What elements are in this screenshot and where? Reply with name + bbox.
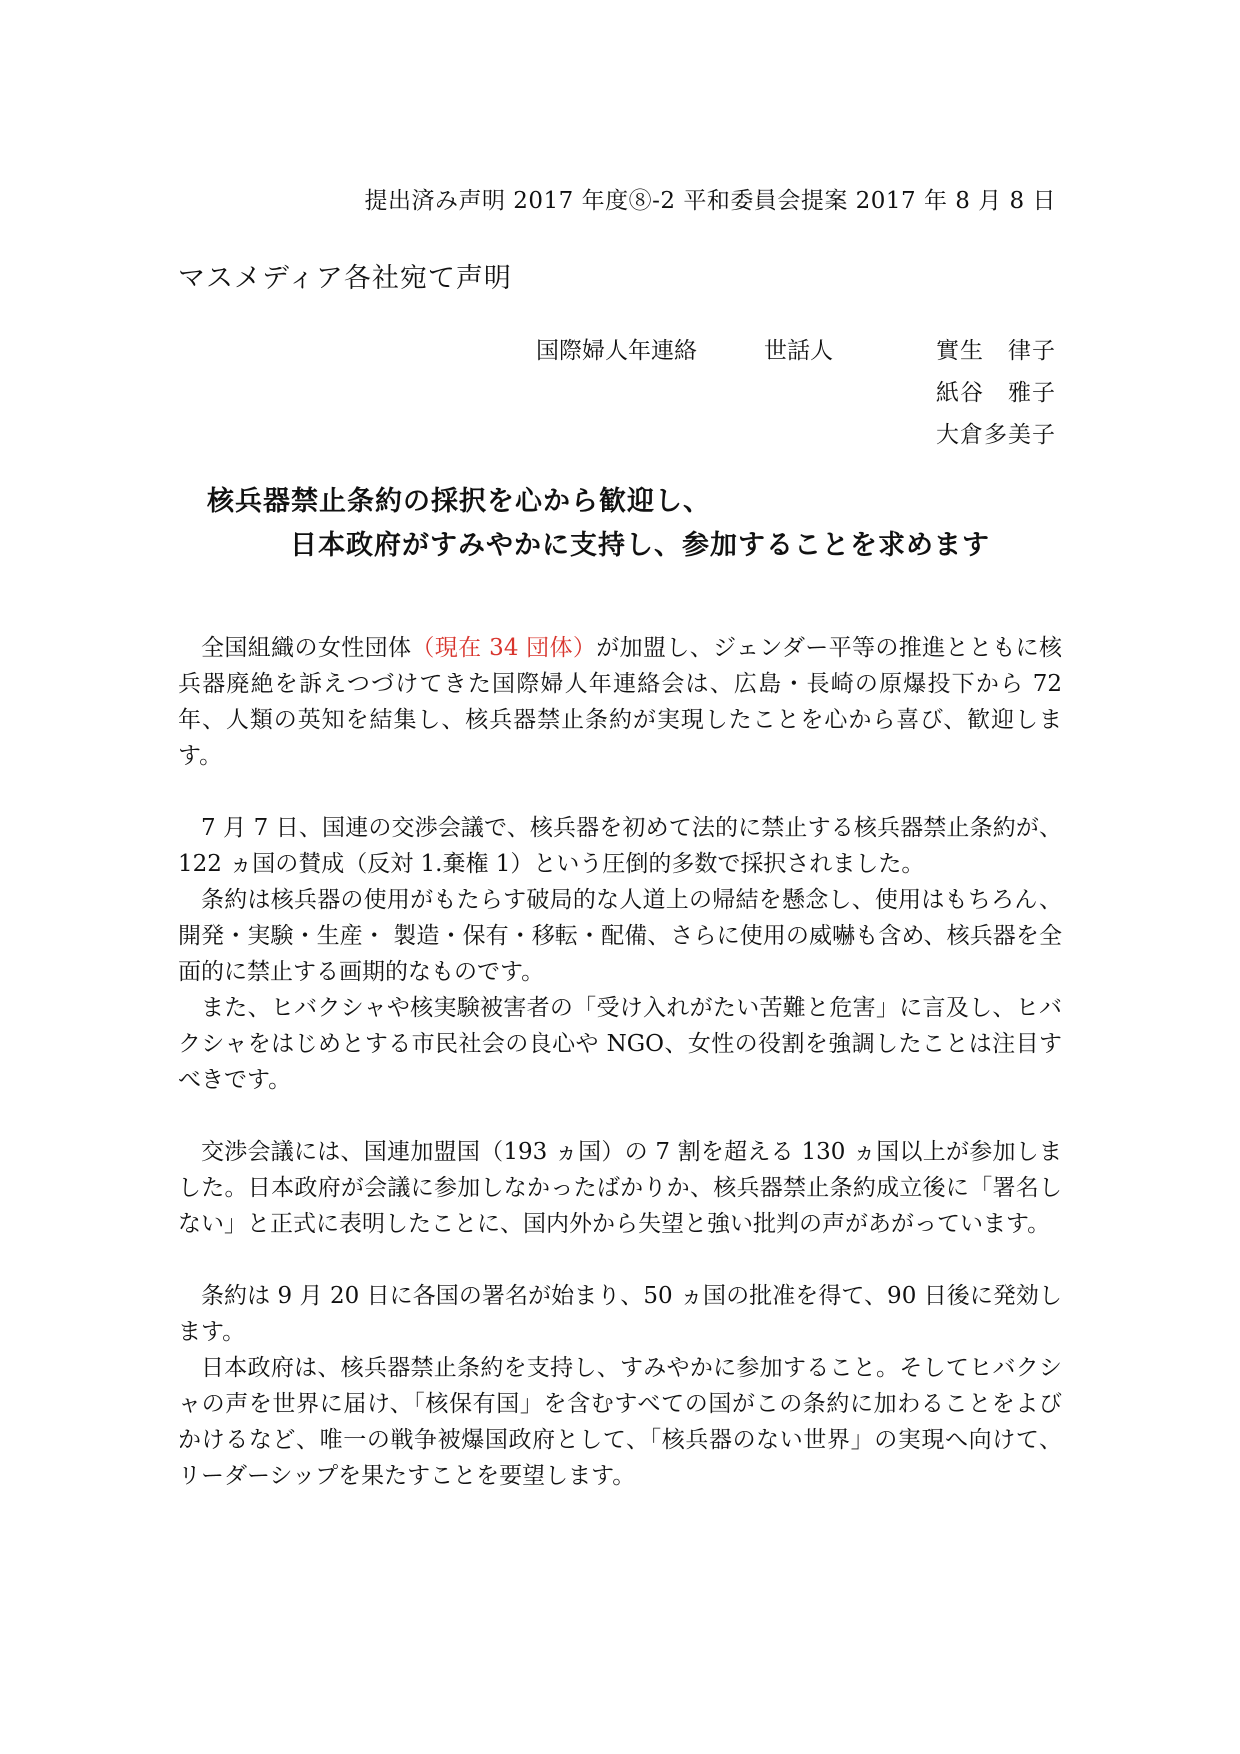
signer-row — [536, 372, 1056, 414]
document-reference: 提出済み声明 2017 年度⑧-2 平和委員会提案 2017 年 8 月 8 日 — [364, 188, 1056, 214]
signer-row — [536, 414, 1056, 456]
statement-title-line: 日本政府がすみやかに支持し、参加することを求めます — [290, 530, 990, 561]
document-heading: マスメディア各社宛て声明 — [178, 263, 512, 294]
paragraph-text: 全国組織の女性団体 — [201, 635, 412, 661]
signer-name: 紙谷 雅子 — [936, 380, 1056, 406]
paragraph-text: が加盟し、ジェンダー平等の推進とともに核兵器廃絶を訴えつづけてきた国際婦人年連絡会は、広島・長崎の原爆投下から 72 年、人類の英知を結集し、核兵器禁止条約が実現したことを心から喜び、歓迎します。 — [178, 635, 1063, 769]
signer-row — [536, 330, 1056, 372]
paragraph-spacer — [178, 774, 1062, 810]
paragraph: 7 月 7 日、国連の交渉会議で、核兵器を初めて法的に禁止する核兵器禁止条約が、122 ヵ国の賛成（反対 1.棄権 1）という圧倒的多数で採択されました。 — [178, 815, 1062, 877]
paragraph: また、ヒバクシャや核実験被害者の「受け入れがたい苦難と危害」に言及し、ヒバクシャをはじめとする市民社会の良心や NGO、女性の役割を強調したことは注目すべきです。 — [178, 995, 1062, 1093]
paragraph: 条約は 9 月 20 日に各国の署名が始まり、50 ヵ国の批准を得て、90 日後に発効します。 — [178, 1283, 1062, 1345]
paragraph-spacer — [178, 1242, 1062, 1278]
paragraph: 日本政府は、核兵器禁止条約を支持し、すみやかに参加すること。そしてヒバクシャの声を世界に届け、「核保有国」を含むすべての国がこの条約に加わることをよびかけるなど、唯一の戦争被爆国政府として、「核兵器のない世界」の実現へ向けて、リーダーシップを果たすことを要望します。 — [178, 1355, 1062, 1489]
paragraph: 交渉会議には、国連加盟国（193 ヵ国）の 7 割を超える 130 ヵ国以上が参加しました。日本政府が会議に参加しなかったばかりか、核兵器禁止条約成立後に「署名しない」と正式に表明したことに、国内外から失望と強い批判の声があがっています。 — [178, 1139, 1062, 1237]
signer-organization: 国際婦人年連絡 — [536, 338, 697, 364]
paragraph — [178, 630, 1062, 774]
highlighted-count: （現在 34 団体） — [411, 635, 597, 661]
paragraph: 条約は核兵器の使用がもたらす破局的な人道上の帰結を懸念し、使用はもちろん、開発・実験・生産・ 製造・保有・移転・配備、さらに使用の威嚇も含め、核兵器を全面的に禁止する画期的なものです。 — [178, 887, 1062, 985]
statement-body — [178, 630, 1062, 1494]
paragraph-spacer — [178, 1098, 1062, 1134]
signer-block — [536, 330, 1056, 456]
signer-name: 實生 律子 — [936, 338, 1056, 364]
signer-name: 大倉多美子 — [936, 422, 1056, 448]
signer-role: 世話人 — [764, 338, 833, 364]
statement-title-line: 核兵器禁止条約の採択を心から歓迎し、 — [207, 486, 711, 517]
